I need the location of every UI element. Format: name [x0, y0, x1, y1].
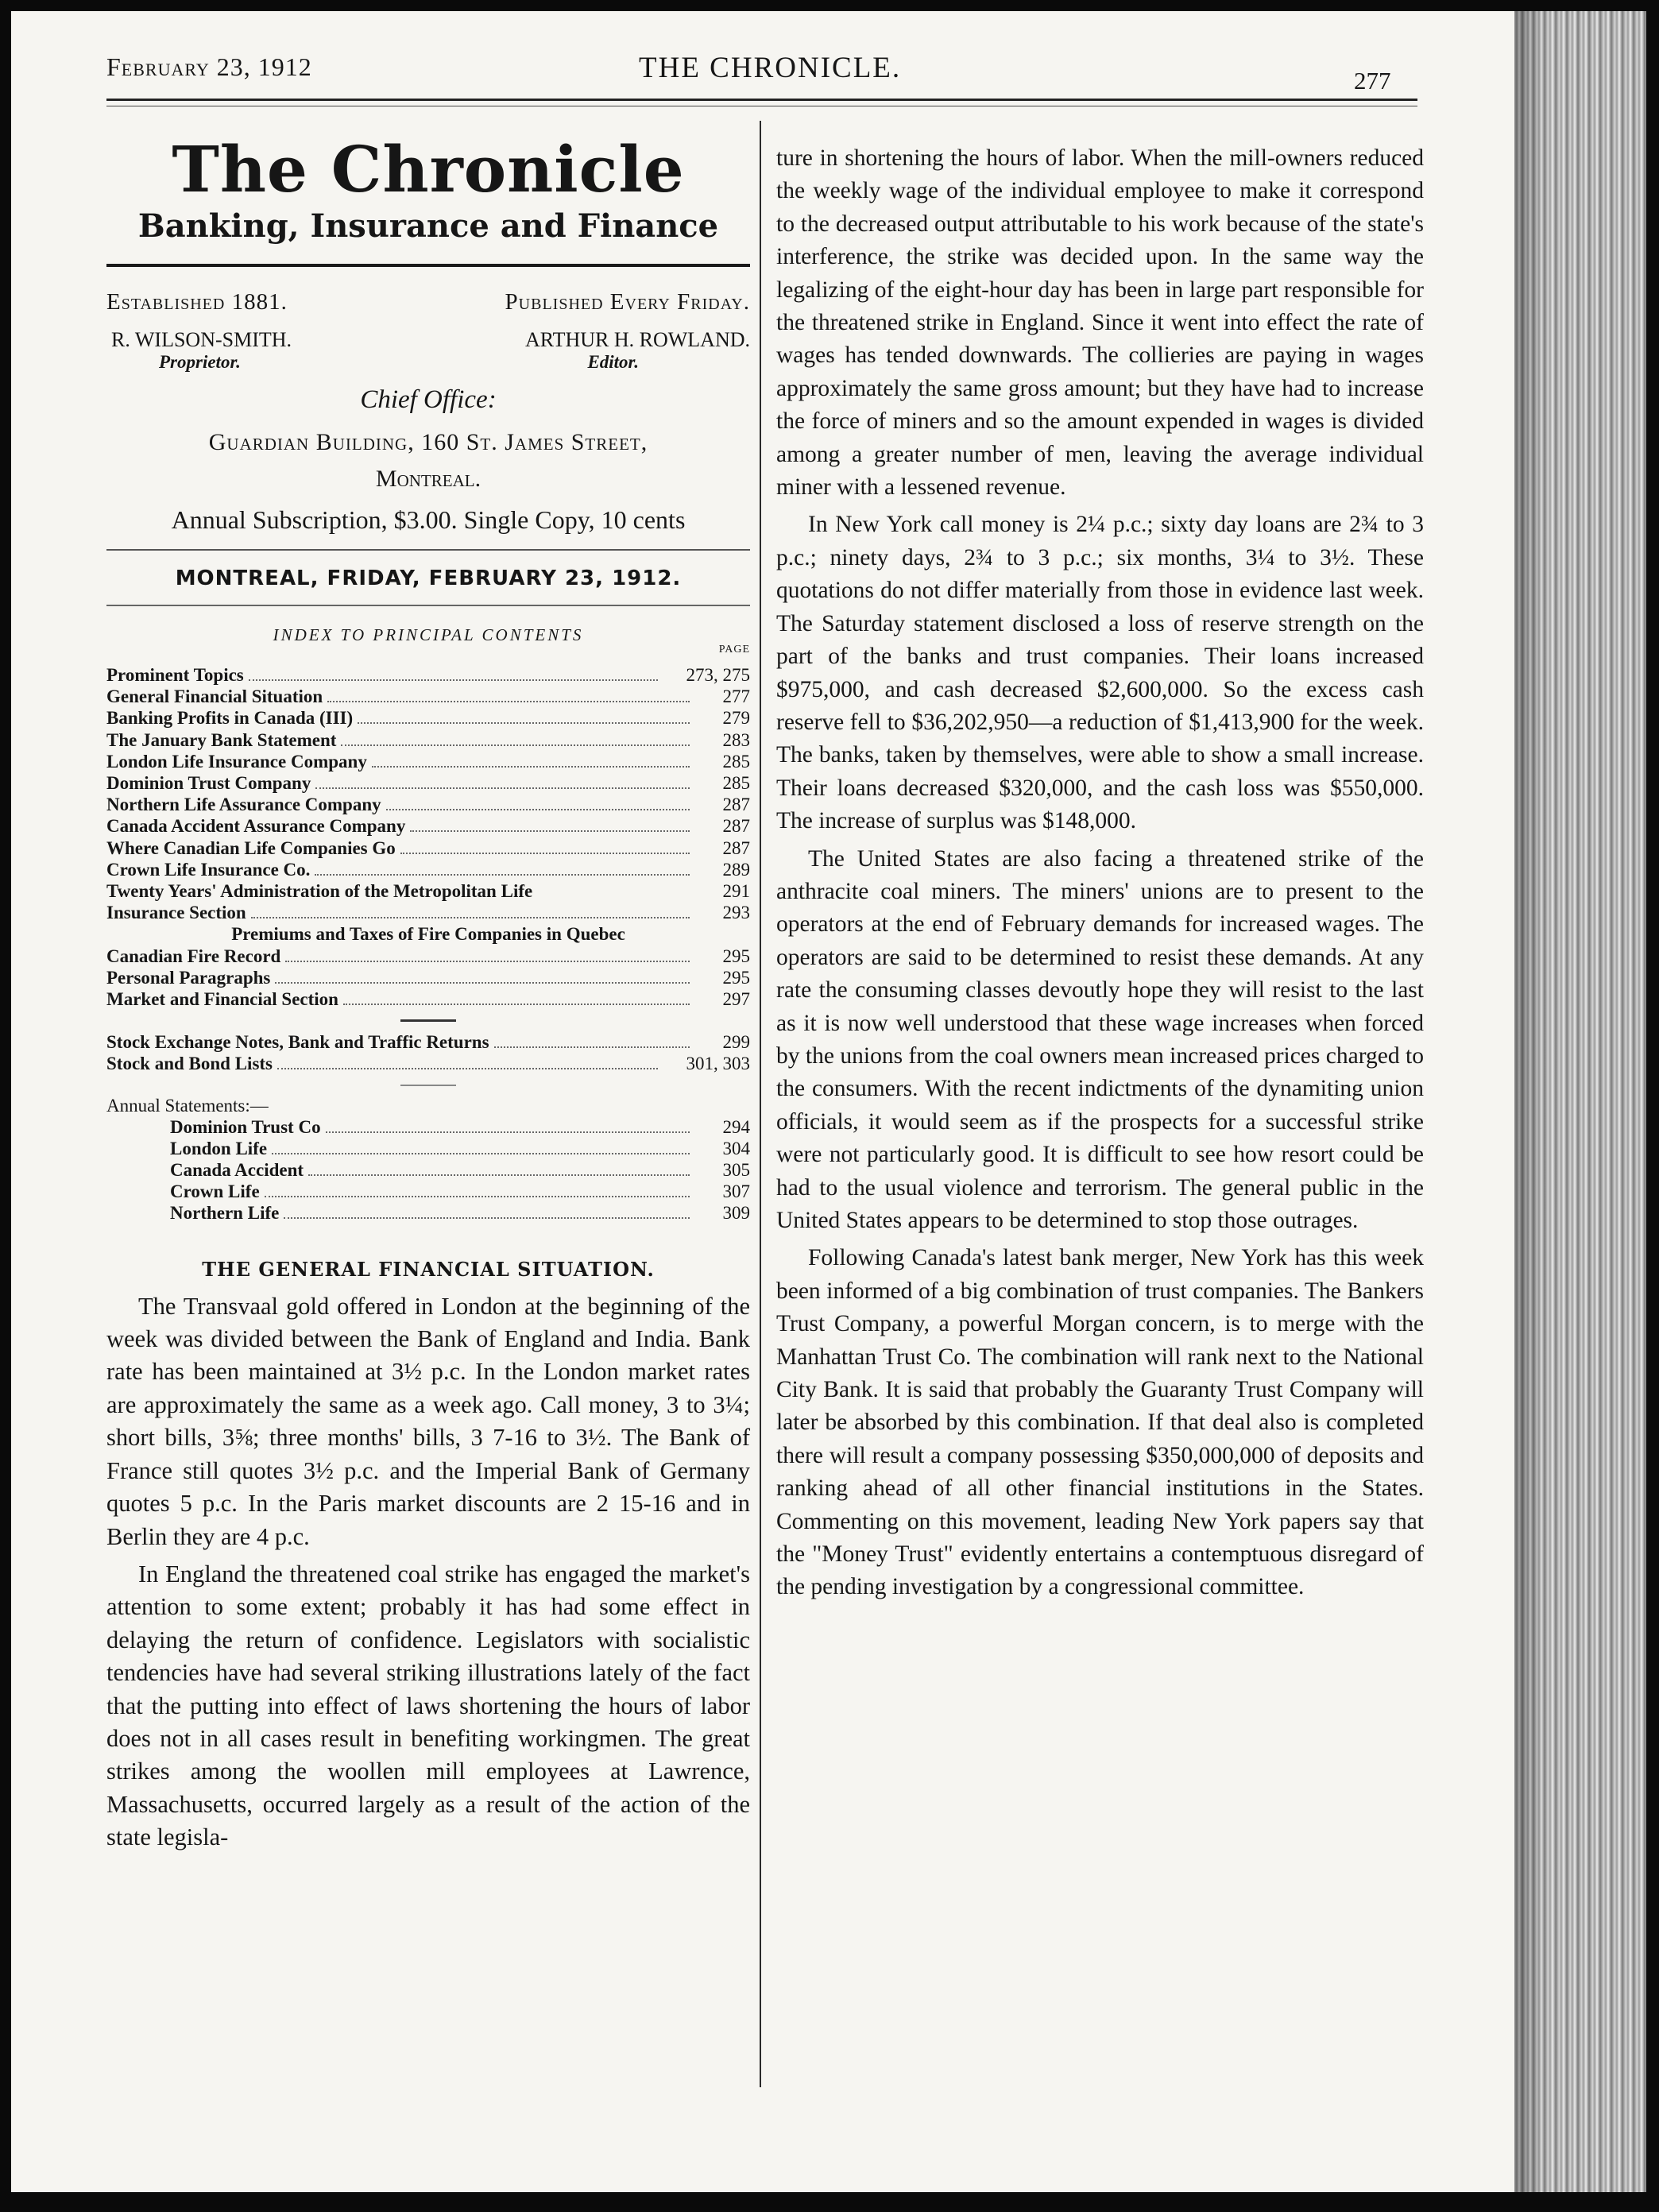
index-entry: Canada Accident Assurance Company 287	[106, 816, 750, 837]
index-entry: Stock and Bond Lists 301, 303	[106, 1054, 750, 1074]
masthead-title: The Chronicle	[172, 132, 685, 207]
statements-heading: Annual Statements:—	[106, 1095, 269, 1116]
newspaper-page	[11, 11, 1514, 2192]
statement-entry: Dominion Trust Co 294	[170, 1116, 750, 1137]
proprietor-role: Proprietor.	[159, 352, 241, 372]
header-rule	[106, 99, 1417, 101]
index-entry: Banking Profits in Canada (III) 279	[106, 708, 750, 729]
article-paragraph: The United States are also facing a threatened strike of the anthracite coal miners. The miners' unions are to present to the operators at the end of February demands for increased wages. The operators are said to be determined to resist these demands. At any rate the consuming classes devoutly hope they will resist to the last as it is now well understood that these wage increases when forced by the unions from the coal owners mean increased prices charged to the consumers. With the recent indictments of the dynamiting union officials, it would seem as if the prospects for a successful strike were not particularly good. It is difficult to see how resort could be had to the usual violence and terrorism. The general public in the United States appears to be determined to stop those outrages.	[776, 845, 1424, 1233]
masthead-rule	[106, 264, 750, 267]
right-column	[776, 110, 1424, 1604]
index-entry: Prominent Topics 273, 275	[106, 665, 750, 685]
page-number: 277	[1354, 67, 1391, 95]
office-city: Montreal.	[375, 466, 481, 492]
index-entry: London Life Insurance Company 285	[106, 751, 750, 771]
editor-name: ARTHUR H. ROWLAND.	[525, 328, 750, 351]
subscription-text: Annual Subscription, $3.00. Single Copy, 10 cents	[171, 505, 686, 534]
chief-office-label: Chief Office:	[360, 385, 497, 414]
index-page-heading: PAGE	[718, 644, 750, 655]
running-header-title: THE CHRONICLE.	[639, 52, 902, 84]
index-entry: Northern Life Assurance Company 287	[106, 795, 750, 815]
index-title: INDEX TO PRINCIPAL CONTENTS	[273, 625, 584, 644]
index-entry: General Financial Situation 277	[106, 686, 750, 707]
established-text: Established 1881.	[106, 289, 288, 315]
dateline-rule	[106, 549, 750, 551]
article-paragraph: The Transvaal gold offered in London at the beginning of the week was divided between the Bank of England and India. Bank rate has been maintained at 3½ p.c. In the London market rates are approximately the same as a week ago. Call money, 3 to 3¼; short bills, 3⅝; three months' bills, 3 7-16 to 3½. The Bank of France still quotes 3½ p.c. and the Imperial Bank of Germany quotes 5 p.c. In the Paris market discounts are 2 15-16 and in Berlin they are 4 p.c.	[106, 1292, 750, 1550]
editor-role: Editor.	[587, 352, 639, 372]
index-entry: Personal Paragraphs 295	[106, 967, 750, 988]
article-paragraph: In New York call money is 2¼ p.c.; sixty day loans are 2¾ to 3 p.c.; ninety days, 2¾ to 3 p.c.; six months, 3¼ to 3½. These quotations do not differ materially from those in evidence last week. The Saturday statement disclosed a loss of reserve strength on the part of the banks and trust companies. Their loans increased $975,000, and cash decreased $2,600,000. So the excess cash reserve fell to $36,202,950—a reduction of $1,413,900 for the week. The banks, taken by themselves, were able to show a small increase. Their loans decreased $320,000, and the cash loss was $550,000. The increase of surplus was $148,000.	[776, 512, 1424, 834]
publication-info-row	[106, 289, 750, 315]
index-separator	[400, 1019, 456, 1022]
page-edge-shadow	[1514, 11, 1546, 2192]
article-paragraph-continued: ture in shortening the hours of labor. When the mill-owners reduced the weekly wage of the individual employee to make it correspond to the decreased output attributable to his work because of the state's interference, the strike was decided upon. In the same way the legalizing of the eight-hour day has been in large part responsible for the threatened strike in England. Since it went into effect the rate of wages has tended downwards. The collieries are paying in wages approximately the same gross amount; but they have had to increase the force of miners and so the amount expended in wages is divided among a greater number of men, leaving the average individual miner with a lessened revenue.	[776, 145, 1424, 501]
left-column	[106, 110, 750, 1854]
masthead-subtitle: Banking, Insurance and Finance	[137, 207, 719, 245]
index-entry: Crown Life Insurance Co. 289	[106, 859, 750, 880]
index-separator	[400, 1085, 456, 1086]
index-entry: Stock Exchange Notes, Bank and Traffic Returns 299	[106, 1032, 750, 1053]
article-paragraph: In England the threatened coal strike has engaged the market's attention to some extent; probably it has had some effect in delaying the return of confidence. Legislators with socialistic tendencies have had several striking illustrations lately of the fact that the putting into effect of laws shortening the hours of labor does not in all cases result in benefiting workingmen. The great strikes among the woollen mill employees at Lawrence, Massachusetts, occurred largely as a result of the action of the state legisla-	[106, 1560, 750, 1851]
index-entry: Canadian Fire Record 295	[106, 946, 750, 966]
index-entry: Insurance Section 293	[106, 903, 750, 923]
index-entry: Dominion Trust Company 285	[106, 773, 750, 794]
index-entry: Twenty Years' Administration of the Metropolitan Life 291	[106, 881, 750, 902]
index-entry: The January Bank Statement 283	[106, 729, 750, 750]
office-address: Guardian Building, 160 St. James Street,	[208, 429, 648, 455]
article-paragraph: Following Canada's latest bank merger, New York has this week been informed of a big combination of trust companies. The Bankers Trust Company, a powerful Morgan concern, is to merge with the Manhattan Trust Co. The combination will rank next to the National City Bank. It is said that probably the Guaranty Trust Company will later be absorbed by this combination. If that deal also is completed there will result a company possessing $350,000,000 of deposits and ranking ahead of all other financial institutions in the States. Commenting on this movement, leading New York papers say that the "Money Trust" evidently entertains a contemptuous disregard of the pending investigation by a congressional committee.	[776, 1245, 1424, 1600]
issue-dateline: MONTREAL, FRIDAY, FEBRUARY 23, 1912.	[175, 567, 682, 590]
index-rule	[106, 605, 750, 606]
index-subentry: Premiums and Taxes of Fire Companies in Quebec	[231, 924, 625, 945]
statement-entry: Crown Life 307	[170, 1181, 750, 1202]
proprietor-block	[106, 328, 420, 373]
index-list	[106, 644, 750, 1224]
published-text: Published Every Friday.	[505, 289, 750, 315]
running-header-date: February 23, 1912	[106, 52, 312, 81]
article-heading: THE GENERAL FINANCIAL SITUATION.	[202, 1257, 655, 1281]
column-divider	[760, 121, 761, 2087]
index-entry: Where Canadian Life Companies Go 287	[106, 837, 750, 858]
staff-row	[106, 328, 750, 373]
statement-entry: London Life 304	[170, 1138, 750, 1158]
editor-block	[441, 328, 750, 373]
statement-entry: Canada Accident 305	[170, 1160, 750, 1181]
index-entry: Market and Financial Section 297	[106, 989, 750, 1010]
statement-entry: Northern Life 309	[170, 1203, 750, 1224]
proprietor-name: R. WILSON-SMITH.	[111, 328, 292, 351]
